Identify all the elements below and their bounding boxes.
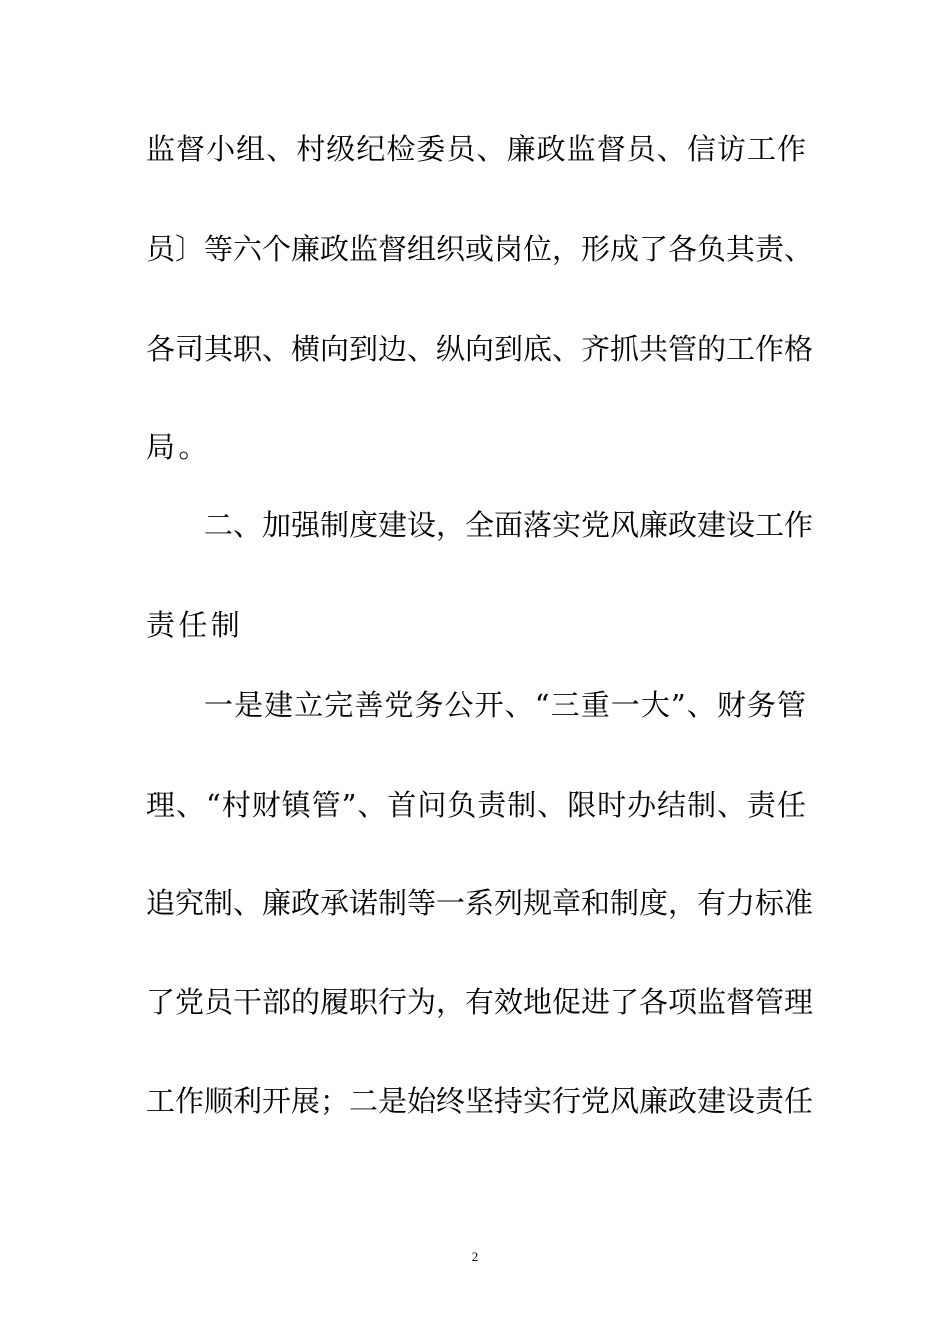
body-text-line: 理、“村财镇管”、首问负责制、限时办结制、责任 — [146, 788, 806, 822]
section-heading-line: 二、加强制度建设，全面落实党风廉政建设工作 — [204, 508, 814, 542]
body-text-line: 一是建立完善党务公开、“三重一大”、财务管 — [204, 688, 806, 722]
body-text-line: 员〕等六个廉政监督组织或岗位，形成了各负其责、 — [146, 232, 814, 266]
section-heading-line: 责任制 — [146, 608, 244, 642]
page-number: 2 — [471, 1249, 479, 1264]
body-text-line: 追究制、廉政承诺制等一系列规章和制度，有力标准 — [146, 886, 814, 920]
body-text-line: 局。 — [146, 430, 211, 464]
body-text-line: 监督小组、村级纪检委员、廉政监督员、信访工作 — [146, 132, 806, 166]
body-text-line: 了党员干部的履职行为，有效地促进了各项监督管理 — [146, 985, 814, 1019]
body-text-line: 工作顺利开展；二是始终坚持实行党风廉政建设责任 — [146, 1084, 814, 1118]
body-text-line: 各司其职、横向到边、纵向到底、齐抓共管的工作格 — [146, 332, 814, 366]
